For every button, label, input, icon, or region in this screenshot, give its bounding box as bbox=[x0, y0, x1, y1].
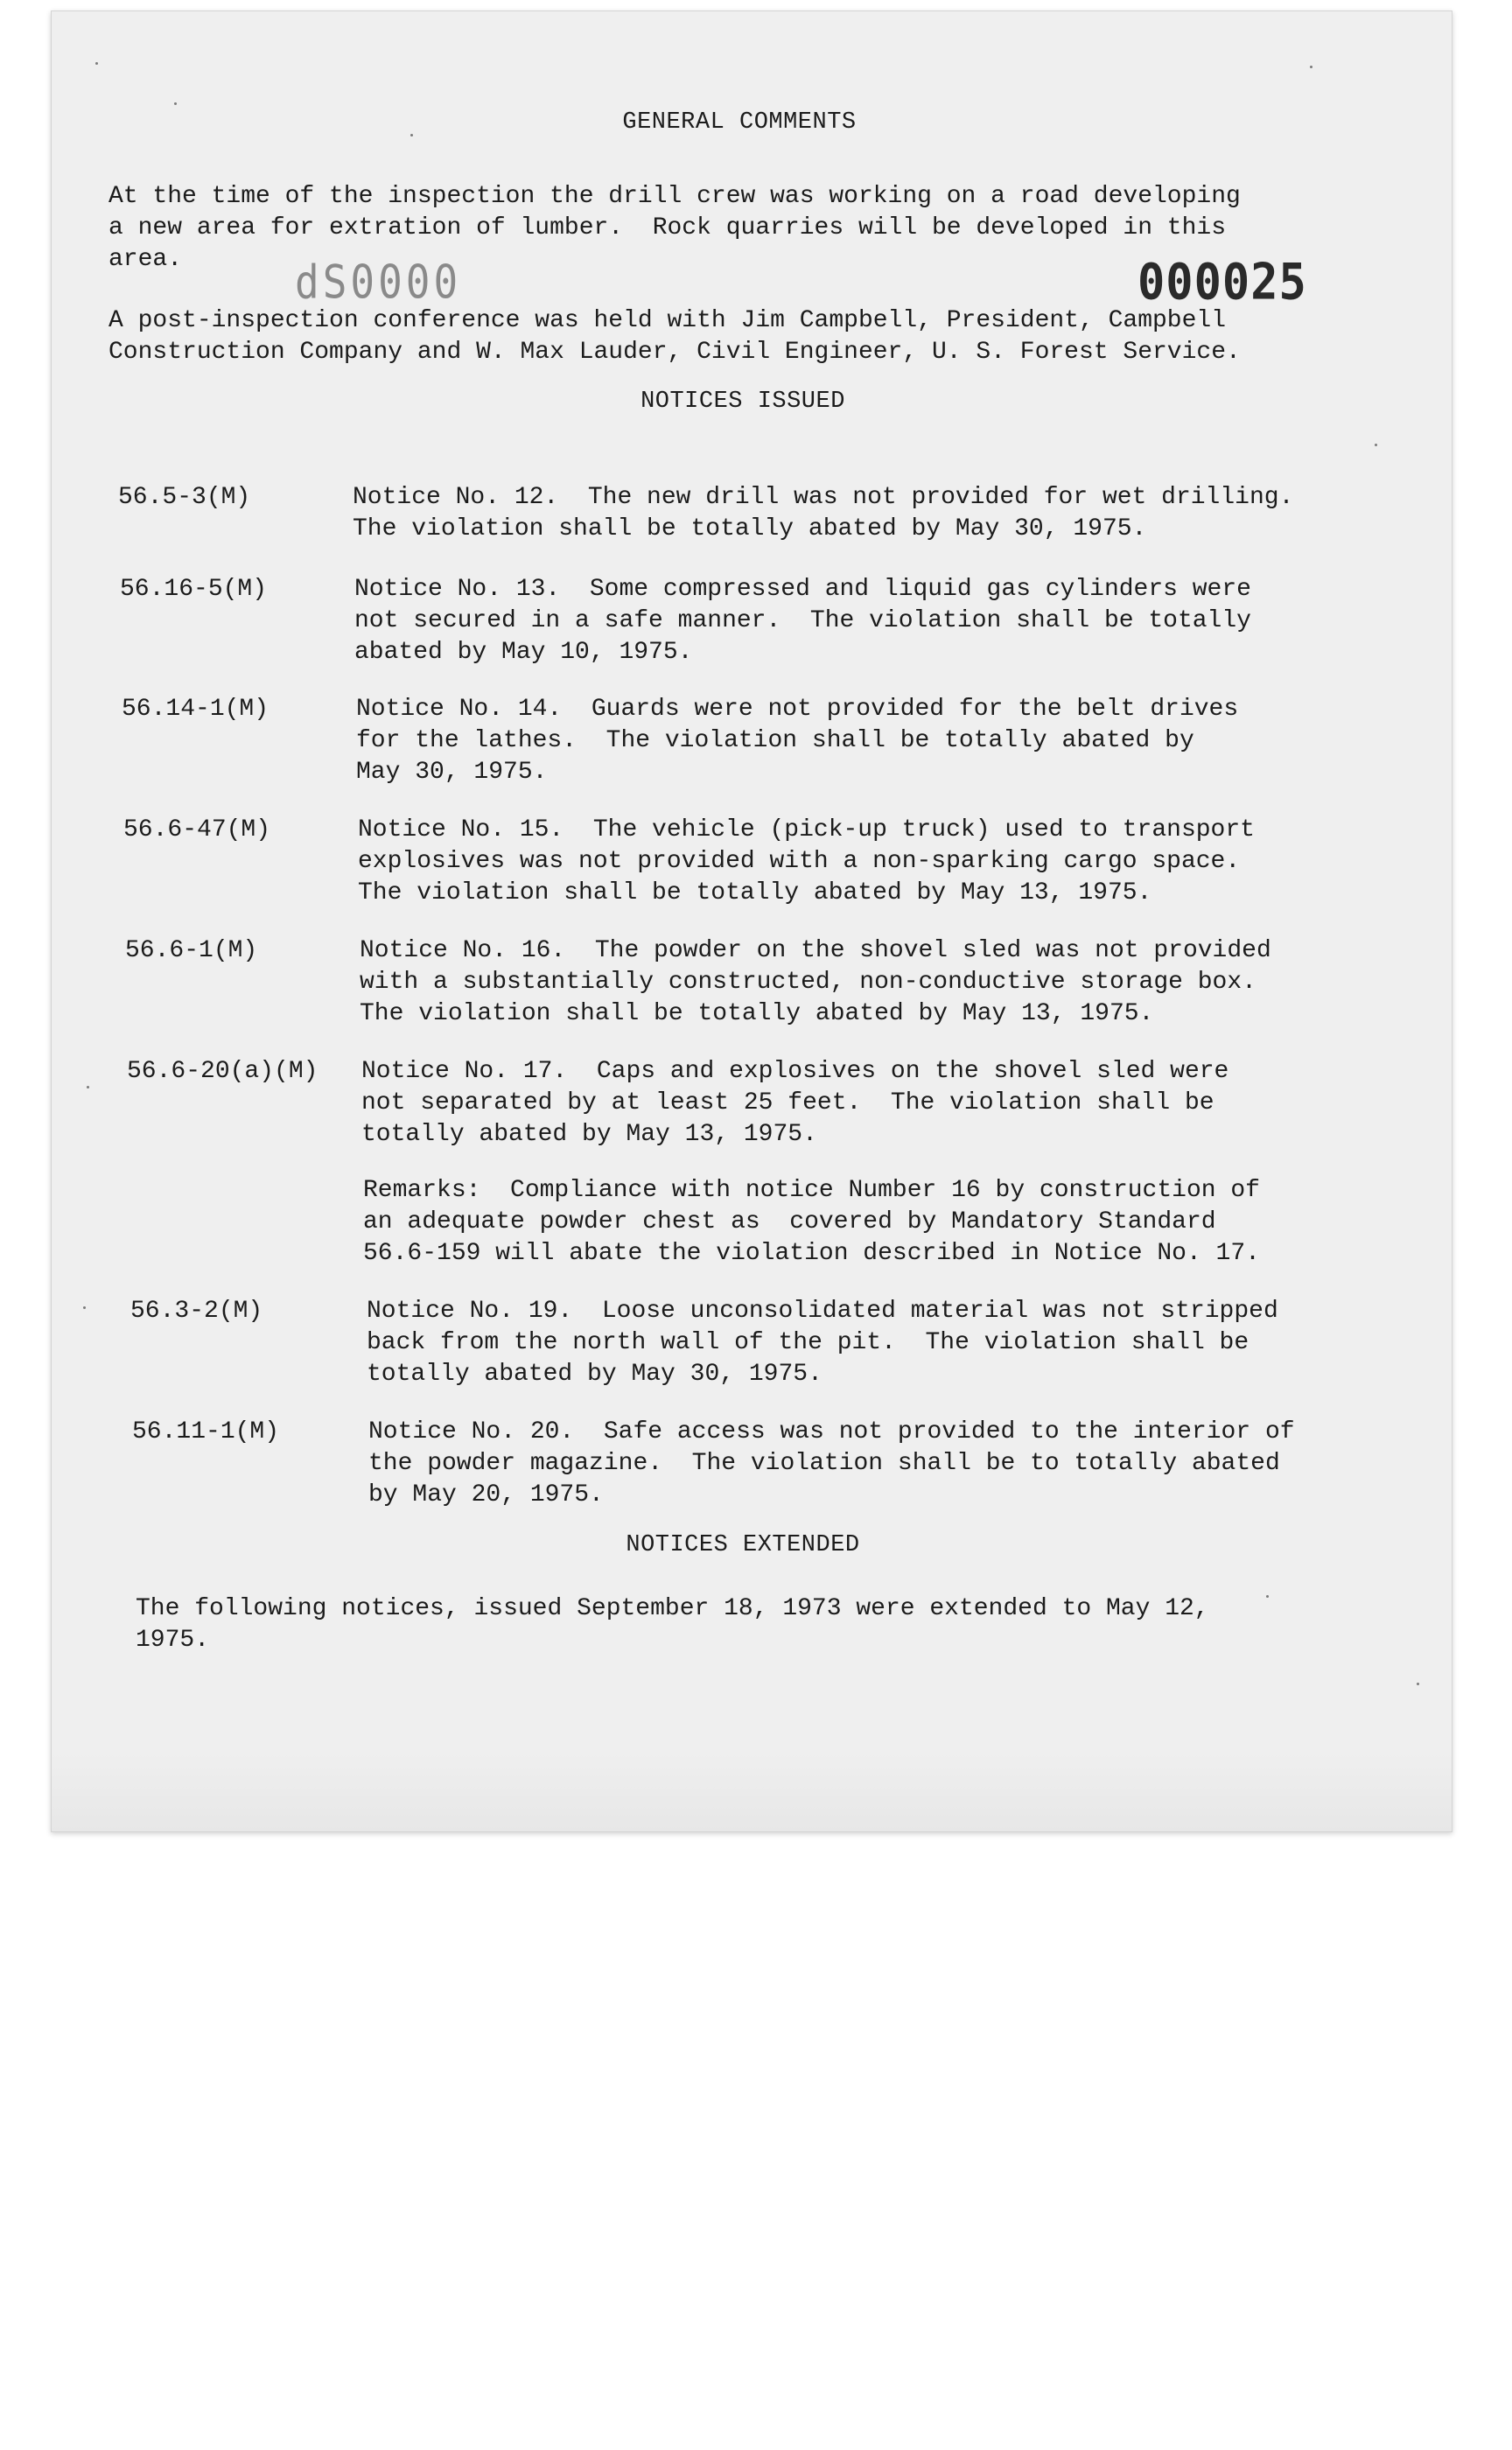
standard-number: 56.3-2(M) bbox=[130, 1298, 263, 1325]
notice-text: Notice No. 19. Loose unconsolidated material was not stripped back from the north wall of the pit. The violation shall be totally abated by May 30, 1975. bbox=[367, 1298, 1278, 1388]
notices-extended-heading: NOTICES EXTENDED bbox=[626, 1532, 860, 1558]
document-page bbox=[51, 10, 1452, 1832]
notice-text: Notice No. 15. The vehicle (pick-up truck) used to transport explosives was not provided with a non-sparking cargo space. The violation shall be totally abated by May 13, 1975. bbox=[358, 816, 1255, 906]
notice-text: Notice No. 17. Caps and explosives on the shovel sled were not separated by at least 25 feet. The violation shall be totally abated by May 13, 1975. bbox=[361, 1058, 1229, 1148]
page-number-stamp: 000025 bbox=[1138, 254, 1307, 312]
scan-speck bbox=[1417, 1683, 1419, 1685]
scan-speck bbox=[1266, 1595, 1269, 1598]
scan-speck bbox=[1310, 66, 1312, 68]
notice-text: Notice No. 14. Guards were not provided for the belt drives for the lathes. The violation shall be totally abated by May 30, 1975. bbox=[356, 696, 1239, 786]
remarks-text: Remarks: Compliance with notice Number 16 by construction of an adequate powder chest as covered by Mandatory Standard 56.6-159 will abate the violation described in Notice No. 17. bbox=[363, 1177, 1260, 1267]
scan-speck bbox=[410, 134, 413, 136]
notice-text: Notice No. 20. Safe access was not provided to the interior of the powder magazine. The violation shall be to totally abated by May 20, 1975. bbox=[368, 1418, 1295, 1508]
notice-text: Notice No. 13. Some compressed and liquid gas cylinders were not secured in a safe manner. The violation shall be totally abated by May 10, 1975. bbox=[354, 576, 1251, 666]
standard-number: 56.14-1(M) bbox=[122, 696, 270, 723]
notice-text: Notice No. 12. The new drill was not provided for wet drilling. The violation shall be totally abated by May 30, 1975. bbox=[353, 484, 1294, 542]
standard-number: 56.11-1(M) bbox=[132, 1418, 280, 1446]
general-comments-paragraph-1: At the time of the inspection the drill crew was working on a road developing a new area for extration of lumber. Rock quarries will be developed in this area. bbox=[108, 183, 1241, 273]
scan-speck bbox=[95, 62, 98, 65]
general-comments-paragraph-2: A post-inspection conference was held with Jim Campbell, President, Campbell Construction Company and W. Max Lauder, Civil Engineer, U. S. Forest Service. bbox=[108, 307, 1241, 366]
scan-speck bbox=[174, 102, 177, 105]
scan-speck bbox=[1375, 444, 1377, 446]
inspection-report bbox=[52, 11, 1452, 1831]
standard-number: 56.16-5(M) bbox=[120, 576, 268, 603]
notices-extended-paragraph: The following notices, issued September 18, 1973 were extended to May 12, 1975. bbox=[136, 1595, 1209, 1654]
faint-stamp-number: dS0000 bbox=[295, 254, 462, 310]
notices-issued-heading: NOTICES ISSUED bbox=[640, 388, 845, 415]
standard-number: 56.6-20(a)(M) bbox=[127, 1058, 318, 1085]
standard-number: 56.6-47(M) bbox=[123, 816, 271, 844]
standard-number: 56.5-3(M) bbox=[118, 484, 251, 511]
scan-speck bbox=[83, 1306, 86, 1309]
general-comments-heading: GENERAL COMMENTS bbox=[622, 109, 857, 136]
notice-text: Notice No. 16. The powder on the shovel sled was not provided with a substantially constructed, non-conductive storage box. The violation shall be totally abated by May 13, 1975. bbox=[360, 937, 1271, 1027]
scan-speck bbox=[87, 1086, 89, 1088]
standard-number: 56.6-1(M) bbox=[125, 937, 258, 964]
